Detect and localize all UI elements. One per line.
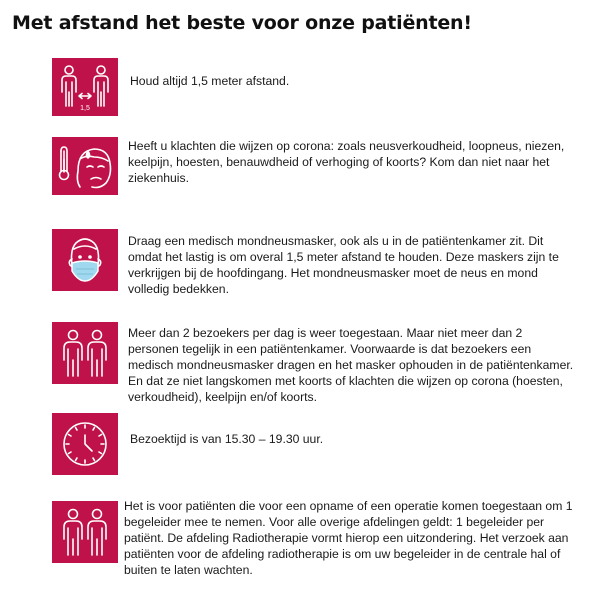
- list-item-text: Bezoektijd is van 15.30 – 19.30 uur.: [130, 432, 324, 446]
- list-item-text: Draag een medisch mondneusmasker, ook als u in de patiëntenkamer zit. Dit omdat het lastig is om overal 1,5 meter afstand te houden. Deze maskers zijn te verkrijgen bij de hoofdingang. Het mondneusmasker moet de neus en mond volledig bedekken.: [128, 234, 559, 296]
- list-item-text: Houd altijd 1,5 meter afstand.: [130, 74, 290, 88]
- list-item-text: Meer dan 2 bezoekers per dag is weer toegestaan. Maar niet meer dan 2 personen tegelijk in een patiëntenkamer. Voorwaarde is dat bezoekers een medisch mondneusmasker dragen en het masker ophouden in de patiëntenkamer. En dat ze niet langskomen met koorts of klachten die wijzen op corona (hoesten, verkoudheid), keelpijn en/of koorts.: [128, 326, 574, 404]
- clock-icon: [52, 413, 118, 475]
- two-persons-icon: [52, 501, 118, 563]
- distance-label: 1,5: [80, 105, 90, 112]
- page-title: Met afstand het beste voor onze patiënten!: [12, 12, 472, 34]
- face-mask-icon: [52, 229, 118, 291]
- list-item-text: Heeft u klachten die wijzen op corona: zoals neusverkoudheid, loopneus, niezen, keelpijn, hoesten, benauwdheid of verhoging of koorts? Kom dan niet naar het ziekenhuis.: [128, 139, 565, 185]
- list-item-text: Het is voor patiënten die voor een opname of een operatie komen toegestaan om 1 begeleider mee te nemen. Voor alle overige afdelingen geldt: 1 begeleider per patiënt. De afdeling Radiotherapie vormt hierop een uitzondering. Het verzoek aan patiënten voor de afdeling radiotherapie is om uw begeleider in de centrale hal of buiten te laten wachten.: [124, 499, 573, 577]
- distance-1-5m-icon: [52, 58, 118, 116]
- two-visitors-icon: [52, 322, 118, 384]
- sick-person-thermometer-icon: [52, 137, 118, 195]
